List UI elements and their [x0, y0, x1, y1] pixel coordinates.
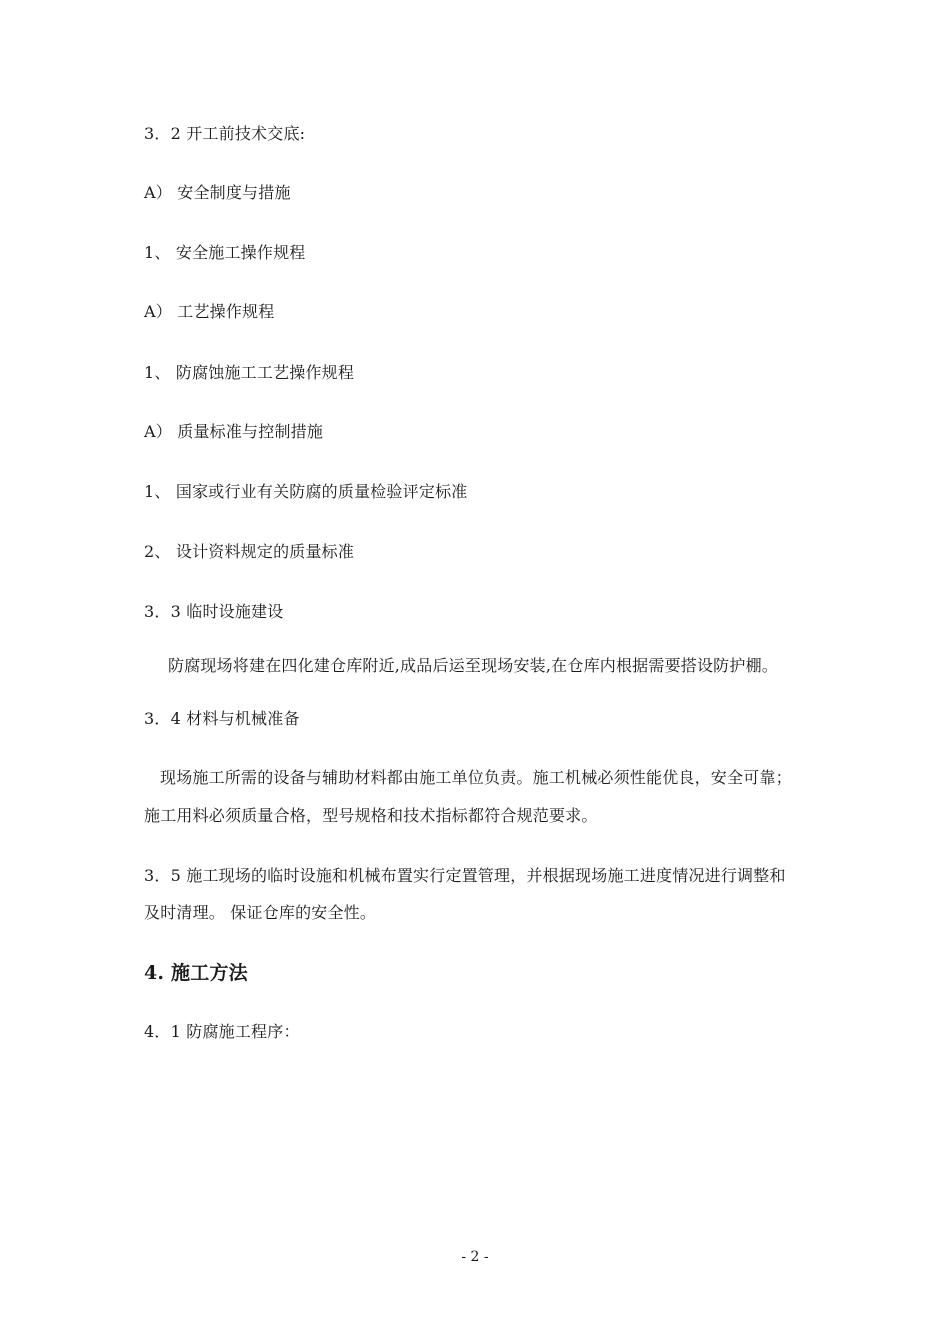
item-1-national-standard: 1、 国家或行业有关防腐的质量检验评定标准 — [144, 482, 468, 501]
section-3-4-paragraph-line-1: 现场施工所需的设备与辅助材料都由施工单位负责。施工机械必须性能优良，安全可靠； — [160, 768, 792, 787]
item-a-process: A） 工艺操作规程 — [144, 302, 275, 321]
item-a-quality: A） 质量标准与控制措施 — [144, 422, 324, 441]
item-a-safety: A） 安全制度与措施 — [144, 183, 291, 202]
section-3-5-line-2: 及时清理。 保证仓库的安全性。 — [144, 903, 377, 922]
item-2-design-standard: 2、 设计资料规定的质量标准 — [144, 542, 355, 561]
section-3-5-line-1: 3．5 施工现场的临时设施和机械布置实行定置管理，并根据现场施工进度情况进行调整和 — [144, 866, 786, 885]
section-3-3-heading: 3．3 临时设施建设 — [144, 602, 284, 621]
section-3-4-paragraph-line-2: 施工用料必须质量合格，型号规格和技术指标都符合规范要求。 — [144, 806, 598, 825]
section-3-2-heading: 3．2 开工前技术交底: — [144, 124, 306, 143]
item-1-safety-rules: 1、 安全施工操作规程 — [144, 243, 306, 262]
section-4-1-heading: 4．1 防腐施工程序： — [144, 1022, 300, 1041]
page-number: - 2 - — [461, 1249, 489, 1265]
item-1-anticorrosion-rules: 1、 防腐蚀施工工艺操作规程 — [144, 363, 355, 382]
section-3-3-paragraph: 防腐现场将建在四化建仓库附近,成品后运至现场安装,在仓库内根据需要搭设防护棚。 — [168, 656, 778, 675]
section-3-4-heading: 3．4 材料与机械准备 — [144, 709, 300, 728]
section-4-heading: 4. 施工方法 — [144, 962, 248, 984]
